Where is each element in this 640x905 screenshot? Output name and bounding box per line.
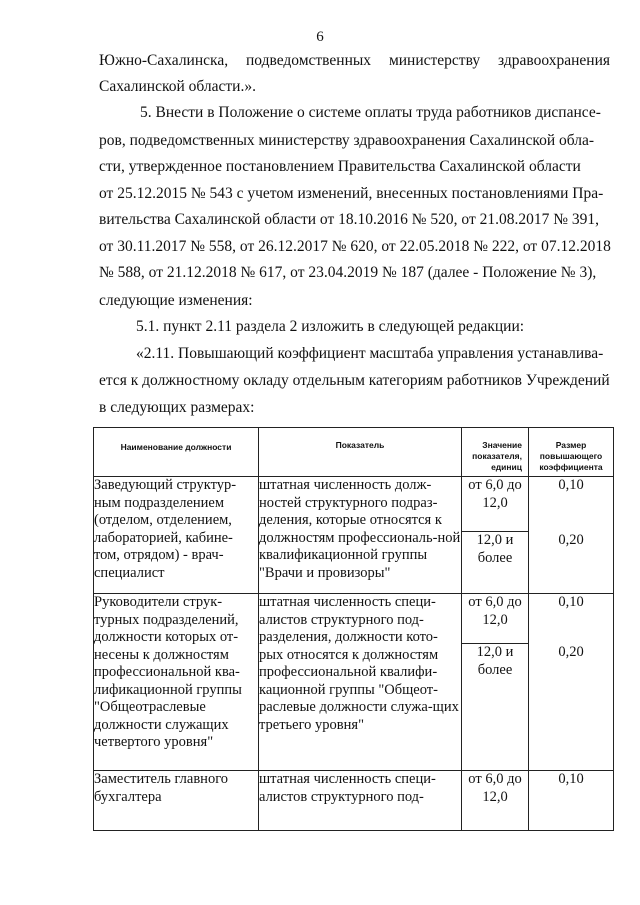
para5-line-3: сти, утвержденное постановлением Правительства Сахалинской области bbox=[99, 158, 581, 175]
para5-line-1: 5. Внести в Положение о системе оплаты труда работников диспансе- bbox=[140, 104, 601, 121]
intro-line-2: Сахалинской области.». bbox=[99, 78, 256, 95]
value-cell: от 6,0 до 12,0 bbox=[462, 771, 529, 831]
word: здравоохранения bbox=[498, 52, 610, 69]
para5-line-4: от 25.12.2015 № 543 с учетом изменений, внесенных постановлениями Пра- bbox=[99, 185, 604, 202]
para5-line-7: № 588, от 21.12.2018 № 617, от 23.04.2019 № 187 (далее - Положение № 3), bbox=[99, 264, 597, 281]
coefficient-cell: 0,10 bbox=[529, 594, 614, 644]
value-cell: от 6,0 до 12,0 bbox=[462, 477, 529, 532]
para211-line-1: «2.11. Повышающий коэффициент масштаба управления устанавлива- bbox=[136, 345, 604, 362]
header-coefficient: Размер повышающего коэффициента bbox=[529, 428, 614, 477]
value-cell: 12,0 и более bbox=[462, 532, 529, 594]
indicator-cell: штатная численность специ-алистов структурного под-разделения, должности кото-рых относятся к должностям профессиональной квалифи-кационной группы "Общеот-раслевые должности служа-щих третьего уровня" bbox=[259, 594, 462, 771]
position-cell: Руководители струк-турных подразделений, должности которых от-несены к должностям профессиональной ква-лификационной группы "Общеотраслевые должности служащих четвертого уровня" bbox=[94, 594, 259, 771]
word: Южно-Сахалинска, bbox=[99, 52, 229, 69]
indicator-cell: штатная численность долж-ностей структурного подраз-деления, которые относятся к должностям профессиональ-ной квалификационной группы "Врачи и провизоры" bbox=[259, 477, 462, 594]
para5-line-2: ров, подведомственных министерству здравоохранения Сахалинской обла- bbox=[99, 132, 595, 149]
indicator-cell: штатная численность специ-алистов структурного под- bbox=[259, 771, 462, 831]
page-number: 6 bbox=[316, 29, 324, 45]
para51: 5.1. пункт 2.11 раздела 2 изложить в следующей редакции: bbox=[136, 318, 525, 335]
coefficient-cell: 0,20 bbox=[529, 532, 614, 594]
para5-line-6: от 30.11.2017 № 558, от 26.12.2017 № 620, от 22.05.2018 № 222, от 07.12.2018 bbox=[99, 238, 611, 255]
table-header-row bbox=[94, 428, 614, 477]
header-position: Наименование должности bbox=[94, 428, 259, 477]
coefficient-cell: 0,10 bbox=[529, 771, 614, 831]
coefficient-cell: 0,20 bbox=[529, 644, 614, 771]
table-row bbox=[94, 594, 614, 644]
header-indicator: Показатель bbox=[259, 428, 462, 477]
para211-line-3: в следующих размерах: bbox=[99, 399, 255, 416]
coefficient-table bbox=[93, 427, 614, 831]
value-cell: от 6,0 до 12,0 bbox=[462, 594, 529, 644]
position-cell: Заместитель главного бухгалтера bbox=[94, 771, 259, 831]
value-cell: 12,0 и более bbox=[462, 644, 529, 771]
para211-line-2: ется к должностному окладу отдельным категориям работников Учреждений bbox=[99, 372, 610, 389]
table-row bbox=[94, 771, 614, 831]
word: министерству bbox=[388, 52, 481, 69]
coefficient-cell: 0,10 bbox=[529, 477, 614, 532]
para5-line-5: вительства Сахалинской области от 18.10.2016 № 520, от 21.08.2017 № 391, bbox=[99, 211, 600, 228]
intro-line-1 bbox=[99, 52, 610, 70]
table-row bbox=[94, 477, 614, 532]
position-cell: Заведующий структур-ным подразделением (отделом, отделением, лабораторией, кабине-том, отрядом) - врач-специалист bbox=[94, 477, 259, 594]
header-value: Значение показателя, единиц bbox=[462, 428, 529, 477]
word: подведомственных bbox=[245, 52, 372, 69]
para5-line-8: следующие изменения: bbox=[99, 292, 253, 309]
